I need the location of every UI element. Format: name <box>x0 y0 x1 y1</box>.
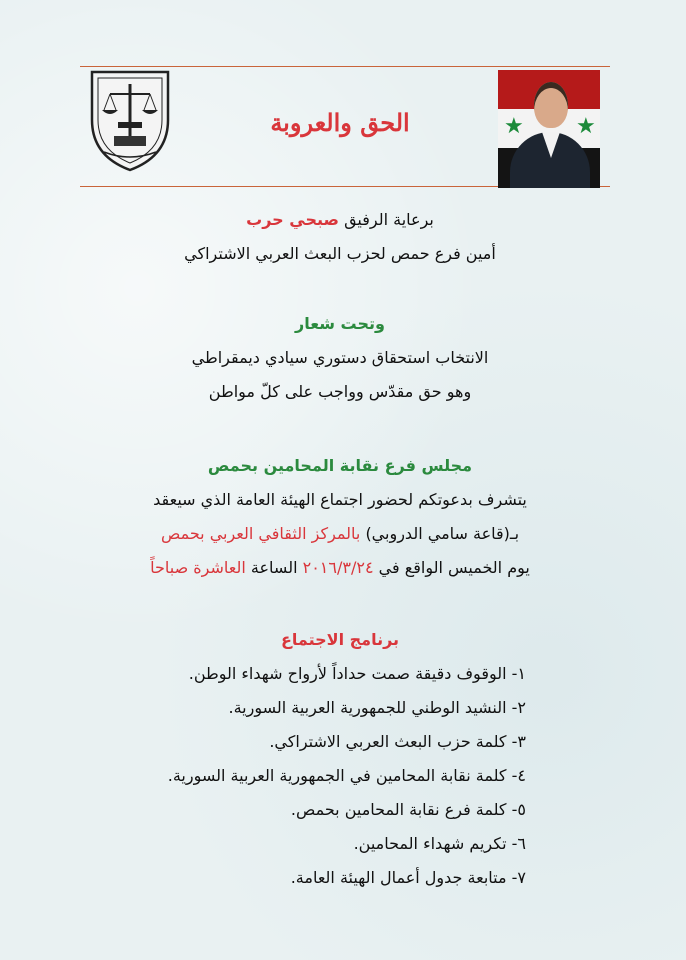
program-item: ٢- النشيد الوطني للجمهورية العربية السورية. <box>228 698 526 717</box>
program-item: ١- الوقوف دقيقة صمت حداداً لأرواح شهداء الوطن. <box>188 664 526 683</box>
patron-position: أمين فرع حمص لحزب البعث العربي الاشتراكي <box>184 244 496 263</box>
invitation-line-3 <box>40 558 640 577</box>
program-item: ٤- كلمة نقابة المحامين في الجمهورية العربية السورية. <box>167 766 526 785</box>
portrait-photo <box>498 70 600 188</box>
invitation-line-1: يتشرف بدعوتكم لحضور اجتماع الهيئة العامة الذي سيعقد <box>153 490 527 509</box>
venue-hall: بـ(قاعة سامي الدروبي) <box>365 524 520 543</box>
meeting-time: العاشرة صباحاً <box>150 558 246 577</box>
portrait-head <box>534 82 568 128</box>
program-item: ٧- متابعة جدول أعمال الهيئة العامة. <box>290 868 526 887</box>
patron-name: صبحي حرب <box>246 210 339 229</box>
patronage-line <box>40 210 640 229</box>
invitation-line-2 <box>40 524 640 543</box>
flag-star-icon: ★ <box>576 114 596 139</box>
program-item: ٦- تكريم شهداء المحامين. <box>353 834 526 853</box>
slogan-heading: وتحت شعار <box>295 314 385 333</box>
flag-star-icon: ★ <box>504 114 524 139</box>
program-item: ٥- كلمة فرع نقابة المحامين بحمص. <box>290 800 526 819</box>
document-title: الحق والعروبة <box>270 108 410 137</box>
invitation-heading: مجلس فرع نقابة المحامين بحمص <box>207 456 473 475</box>
meeting-day: يوم الخميس الواقع في <box>378 558 530 577</box>
venue-center: بالمركز الثقافي العربي بحمص <box>160 524 361 543</box>
meeting-time-label: الساعة <box>250 558 298 577</box>
slogan-line-1: الانتخاب استحقاق دستوري سيادي ديمقراطي <box>191 348 489 367</box>
patronage-prefix: برعاية الرفيق <box>344 210 434 229</box>
program-item: ٣- كلمة حزب البعث العربي الاشتراكي. <box>269 732 526 751</box>
meeting-date: ٢٠١٦/٣/٢٤ <box>302 558 374 577</box>
header-top-rule <box>80 66 610 67</box>
program-heading: برنامج الاجتماع <box>280 630 400 649</box>
slogan-line-2: وهو حق مقدّس وواجب على كلّ مواطن <box>208 382 472 401</box>
bar-association-emblem <box>88 68 172 172</box>
